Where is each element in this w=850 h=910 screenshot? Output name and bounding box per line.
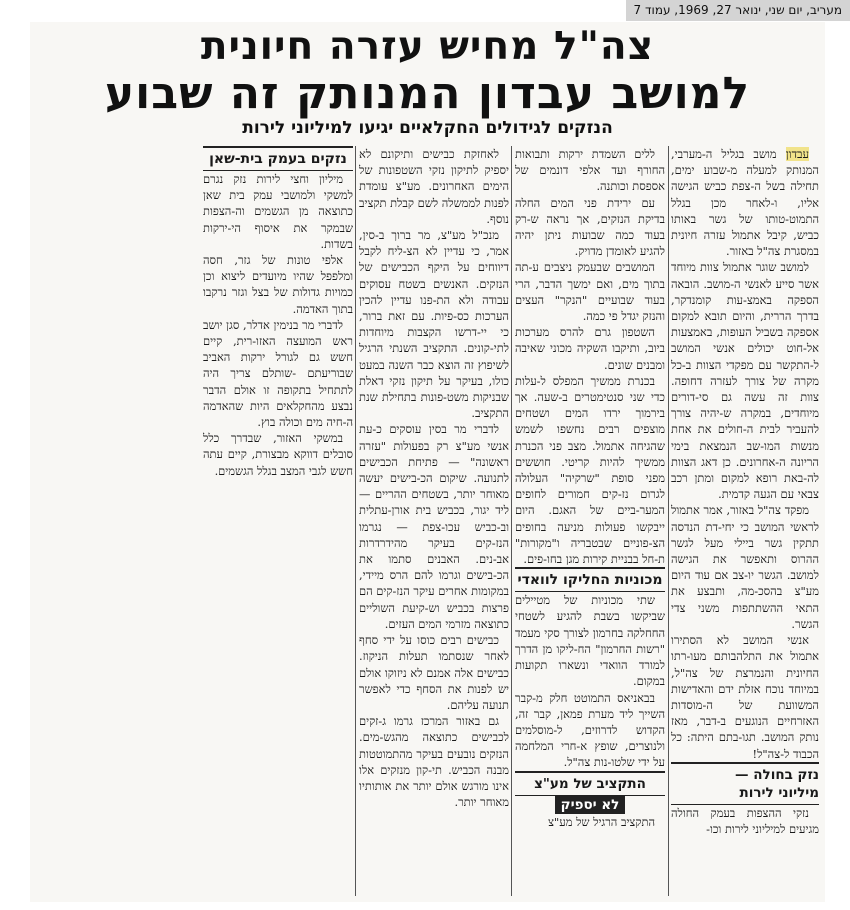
paragraph: לאחזקת כבישים ותיקונם לא יספיק לתיקון נזקי השטפונות של הימים האחרונים. מע"צ עומדת לפנות לממשלה לשם קבלת תקציב נוסף.: [359, 147, 509, 226]
paragraph: לדברי מר בנימין אדלר, סגן יושב ראש המועצה האזו-רית, קיים חשש גם לגורל ירקות האביב שבוריעתם -שותלם צריך היה לתתחיל בתקופה זו אולם הדבר נבצע מהחקלאים היות שהאדמה ה-חיה מים וכולה בוץ.: [203, 317, 353, 430]
paragraph: התקציב הרגיל של מע"צ: [548, 814, 655, 829]
section-heading: לא יספיק: [515, 796, 665, 814]
paragraph: מיליון וחצי לירות נזק נגרם למשקי ולמושבי עמק בית שאן כתוצאה מן הגשמים וה-הצפות שבמקר את איסוף הי-ירקות בשדות.: [203, 172, 353, 251]
column-divider: [355, 146, 356, 896]
paragraph: אנשי המושב לא הסתירו אתמול את התלהבותם מעו-רתו החיונית והנמרצת של צה"ל, במיוחד נוכח אזלת ידם והאדישות המשוועת של ה-מוסדות האזרחיים הנוגעים ב-דבר, מאז נותק המושב. תגו-בתם היתה: כל הכבוד ל-צה"ל!: [671, 633, 819, 761]
section-heading: התקציב של מע"צ: [515, 771, 665, 796]
article-column-1: [671, 146, 819, 896]
section-heading: נזק בחולה — מיליוני לירות: [671, 762, 819, 805]
paragraph: מנכ"ל מע"צ, מר ברוך ב-סין, אמר, כי עדיין לא הצ-ליח לקבל דיווחים על היקף הכבישים של הנזקים. האנשים בשטח עסוקים עבודה ולא הת-פנו עדיין להכין הערכות כס-פיות. עם זאת ברור, כי יי-דרשו הקצבות מיוחדות לתי-קונים. התקציב השנתי הרגיל לשיפוץ זה הוצא כבר השנה במעט כולו, בעיקר על תיקון נזקי דאלת שבניקות משט-פונות בתחילת שנת התקציב.: [359, 228, 509, 421]
paragraph: אלפי טונות של גזר, חסה ומלפפל שהיו מיועדים ליצוא וכן כמויות גדולות של בצל וגזר נרקבו בתוך האדמה.: [203, 253, 353, 316]
paragraph: למושב שוגר אתמול צוות מיוחד אשר סייע לאנשי ה-מושב. הובאה הספקה באמצ-עות קומנדקר, בדרך הררית, והיום תובא למקום אספקה בשביל העופות, באמצעות אל-חוט יכולים אנשי המושב ל-התקשר עם מפקדי הצוות ב-כל מקרה של צורך לעזרה דחופה. צוות זה עשה גם סי-דורים מיוחדים, במקרה ש-יהיה צורך להעביר לבית ה-חולים את אחת מנשות המו-שב הנמצאת בימי הריונה ה-אחרונים. כן דאג הצוות לה-באת רופא למקום ומתן רכב צבאי עם הגעה קדמית.: [671, 260, 819, 502]
paragraph: כבישים רבים כוסו על ידי סחף לאחר שנסתמו תעלות הניקוז. כבישים אלה אמנם לא ניזוקו אולם יש לפנות את הסחף כדי לאפשר תנועה עליהם.: [359, 633, 509, 712]
paragraph: עם ירידת פני המים החלה בדיקת הנזקים, אך נראה ש-רק בעוד כמה שבועות ניתן יהיה להגיע לאומדן מדויק.: [515, 195, 665, 259]
paragraph: בבאניאס התמוטט חלק מ-קבר השייך ליד מערת פמאן, קבר זה, הקדוש לדרוזים, ל-מוסלמים ולנוצרים, שופץ א-חרי המלחמה על ידי שלטו-נות צה"ל.: [515, 690, 665, 770]
paragraph: גם באזור המרכז גרמו ג-זקים לכבישים כתוצאה מהגש-מים. הנזקים נובעים בעיקר מהתמוטטות מבנה הכביש. תי-קון מנזקים אלו אינו מורגש אולם יותר את אותותיו מאוחר יותר.: [359, 714, 509, 810]
paragraph: המושבים שבעמק ניצבים ע-תה בתוך מים, ואם ימשך הדבר, הרי בעוד שבועיים "הנקר" העצים והנזק יגדל פי כמה.: [515, 260, 665, 324]
article-column-3: [359, 146, 509, 896]
paragraph: בכנרת ממשיך המפלס ל-עלות כדי שני סנטימטרים ב-שעה. אך בירמוך ירדו המים ושטחים מוצפים רבים נחשפו לשמש שהגיחה אתמול. מצב פני הכנרת ממשיך להיות קריטי. חוששים מפני סופת "שרקיה" העלולה לגרום נז-קים חמורים לחופים המער-ביים של האגם. היום ייבקשו פעולות מניעה בחופים הצ-פוניים שבטבריה ו"מקורות" ת-חל בבניית קירות מגן בחו-פים.: [515, 373, 665, 567]
paragraph: שתי מכוניות של מטיילים שביקשו בשבת להגיע לשטחי החחלקה בחרמון לצורך סקי מעמד "רשות החרמון" הח-ליקו מן הדרך למורד הוואדי ונשארו תקועות במקום.: [515, 593, 665, 689]
subheadline: הנזקים לגידולים החקלאיים יגיעו למיליוני לירות: [242, 118, 613, 138]
headline-line-2: למושב עבדון המנותק זה שבוע: [104, 68, 751, 119]
column-divider: [668, 146, 669, 896]
paragraph: מפקד צה"ל באזור, אמר אתמול לראשי המושב כי יחי-דת הנדסה תתקין גשר ביילי מעל לגשר ההרוס ותאפשר את הגישה למושב. הגשר יו-צב אם עוד היום מע"צ בהסכ-מה, ותבצע את התאי ההשתתפות משני צדי הגשר.: [671, 503, 819, 631]
newspaper-clipping: [30, 22, 825, 902]
section-heading: מכוניות החליקו לוואדי: [515, 567, 665, 592]
article-heading: נזקים בעמק בית-שאן: [203, 146, 353, 171]
column-divider: [511, 146, 512, 896]
paragraph: נזקי ההצפות בעמק החולה מגיעים למיליוני לירות וכו-: [671, 805, 819, 836]
paragraph: השטפון גרם להרס מערכות ביוב, ותיקבו השקיה מכוני שאיבה ומבנים שונים.: [515, 325, 665, 372]
highlighted-word: עבדון: [785, 147, 809, 161]
headline-line-1: צה"ל מחיש עזרה חיונית: [200, 24, 655, 69]
article-column-4: [203, 146, 353, 896]
paragraph: לדברי מר בסין עוסקים כ-עת אנשי מע"צ רק בפעולות "עזרה ראשונה" — פתיחת הכבישים לתנועה. שיקום הכ-בישים יעשה מאוחר יותר, בשטחים ההריים — ליד יגור, בכביש בית אורן-עתלית וב-כביש עכו-צפת — נגרמו הנז-קים בעיקר מהידרדרות אב-נים. האבנים סתמו את הכ-בישים וגרמו להם הרס מיידי, במקומות אחרים עיקר הנז-קים הם פרצות בכביש וש-קיעת השוליים כתוצאה מזרמי המים העזים.: [359, 422, 509, 631]
article-column-2: [515, 146, 665, 896]
source-label: מעריב, יום שני, ינואר 27, 1969, עמוד 7: [626, 0, 850, 21]
paragraph: במשקי האזור, שבדרך כלל סובלים דווקא מבצורת, קיים עתה חשש לגבי המצב בגלל הגשמים.: [203, 431, 353, 478]
paragraph: עבדון מושב בגליל ה-מערבי, המנותק למעלה מ-שבוע ימים, תחילה בשל ה-צפת כביש הגישה אליו, ו-לאחר מכן בגלל התמוט-טותו של גשר באותו כביש, קיבל אתמול עזרה חיונית במסגרת צה"ל באזור.: [671, 147, 819, 259]
paragraph: ללים השמדת ירקות ותבואות החורף ועד אלפי דונמים של אספסת וכותנה.: [515, 147, 665, 194]
